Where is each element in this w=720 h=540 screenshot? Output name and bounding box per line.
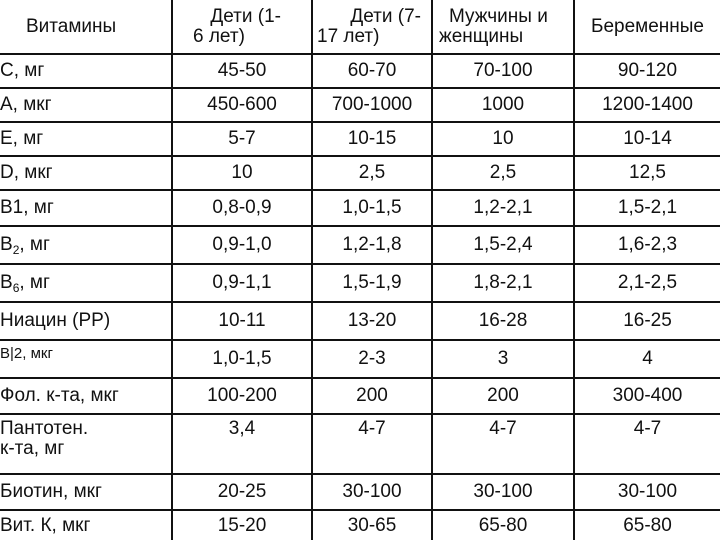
- row-name: А, мкг: [0, 88, 172, 122]
- value-pregnant: 16-25: [574, 302, 720, 340]
- value-children-7-17: 60-70: [312, 54, 432, 88]
- value-pregnant: 10-14: [574, 122, 720, 156]
- value-pregnant: 2,1-2,5: [574, 264, 720, 302]
- value-children-7-17: 4-7: [312, 414, 432, 474]
- value-children-1-6: 1,0-1,5: [172, 340, 312, 378]
- row-name: В1, мг: [0, 190, 172, 226]
- row-name: С, мг: [0, 54, 172, 88]
- value-children-7-17: 1,5-1,9: [312, 264, 432, 302]
- value-adults: 30-100: [432, 474, 574, 510]
- value-adults: 70-100: [432, 54, 574, 88]
- table-row: [0, 54, 720, 88]
- value-children-1-6: 5-7: [172, 122, 312, 156]
- value-children-7-17: 700-1000: [312, 88, 432, 122]
- value-children-1-6: 45-50: [172, 54, 312, 88]
- table-row: [0, 340, 720, 378]
- value-pregnant: 30-100: [574, 474, 720, 510]
- value-adults: 10: [432, 122, 574, 156]
- value-children-7-17: 30-100: [312, 474, 432, 510]
- row-name: Ниацин (РР): [0, 302, 172, 340]
- row-name: D, мкг: [0, 156, 172, 190]
- table-row: [0, 264, 720, 302]
- table-row: [0, 88, 720, 122]
- table-row: [0, 226, 720, 264]
- row-name-subscript: 2: [12, 242, 20, 257]
- value-children-1-6: 20-25: [172, 474, 312, 510]
- row-name: Биотин, мкг: [0, 474, 172, 510]
- table-row: [0, 122, 720, 156]
- value-children-1-6: 10: [172, 156, 312, 190]
- header-vitamins: Витамины: [0, 0, 172, 54]
- value-pregnant: 4: [574, 340, 720, 378]
- value-adults: 4-7: [432, 414, 574, 474]
- row-name: [0, 226, 172, 264]
- value-adults: 2,5: [432, 156, 574, 190]
- row-name-unit: , мг: [19, 271, 50, 293]
- row-name: Фол. к-та, мкг: [0, 378, 172, 414]
- table-row: [0, 474, 720, 510]
- table-row: [0, 156, 720, 190]
- value-pregnant: 90-120: [574, 54, 720, 88]
- table-row: [0, 510, 720, 540]
- table-row: [0, 414, 720, 474]
- row-name-line: к-та, мг: [0, 438, 65, 459]
- value-adults: 3: [432, 340, 574, 378]
- value-children-7-17: 1,0-1,5: [312, 190, 432, 226]
- row-name: Вит. К, мкг: [0, 510, 172, 540]
- value-pregnant: 300-400: [574, 378, 720, 414]
- value-pregnant: 1200-1400: [574, 88, 720, 122]
- row-name: [0, 264, 172, 302]
- row-name-unit: , мг: [19, 233, 50, 255]
- row-name-subscript: 6: [12, 280, 20, 295]
- header-adults: Мужчины и женщины: [432, 0, 574, 54]
- header-children-1-6: Дети (1- 6 лет): [172, 0, 312, 54]
- value-adults: 200: [432, 378, 574, 414]
- value-children-1-6: 0,9-1,0: [172, 226, 312, 264]
- value-children-7-17: 200: [312, 378, 432, 414]
- row-name-base: В: [0, 271, 13, 293]
- value-children-1-6: 0,8-0,9: [172, 190, 312, 226]
- row-name: В|2, мкг: [0, 340, 172, 378]
- value-children-7-17: 2,5: [312, 156, 432, 190]
- value-children-1-6: 100-200: [172, 378, 312, 414]
- row-name: Е, мг: [0, 122, 172, 156]
- header-row: [0, 0, 720, 54]
- value-pregnant: 12,5: [574, 156, 720, 190]
- value-adults: 1,8-2,1: [432, 264, 574, 302]
- value-children-1-6: 10-11: [172, 302, 312, 340]
- value-children-1-6: 0,9-1,1: [172, 264, 312, 302]
- value-children-1-6: 15-20: [172, 510, 312, 540]
- value-adults: 1,2-2,1: [432, 190, 574, 226]
- value-adults: 1,5-2,4: [432, 226, 574, 264]
- value-pregnant: 4-7: [574, 414, 720, 474]
- value-children-7-17: 2-3: [312, 340, 432, 378]
- row-name: [0, 414, 172, 474]
- value-children-7-17: 1,2-1,8: [312, 226, 432, 264]
- header-pregnant: Беременные: [574, 0, 720, 54]
- row-name-base: В: [0, 233, 13, 255]
- value-children-1-6: 450-600: [172, 88, 312, 122]
- row-name-line: Пантотен.: [0, 418, 89, 439]
- value-pregnant: 1,6-2,3: [574, 226, 720, 264]
- value-pregnant: 1,5-2,1: [574, 190, 720, 226]
- value-pregnant: 65-80: [574, 510, 720, 540]
- value-adults: 16-28: [432, 302, 574, 340]
- value-children-7-17: 30-65: [312, 510, 432, 540]
- header-children-7-17: Дети (7- 17 лет): [312, 0, 432, 54]
- table-row: [0, 302, 720, 340]
- table-row: [0, 378, 720, 414]
- table-row: [0, 190, 720, 226]
- value-children-7-17: 13-20: [312, 302, 432, 340]
- value-adults: 1000: [432, 88, 574, 122]
- value-children-7-17: 10-15: [312, 122, 432, 156]
- value-children-1-6: 3,4: [172, 414, 312, 474]
- value-adults: 65-80: [432, 510, 574, 540]
